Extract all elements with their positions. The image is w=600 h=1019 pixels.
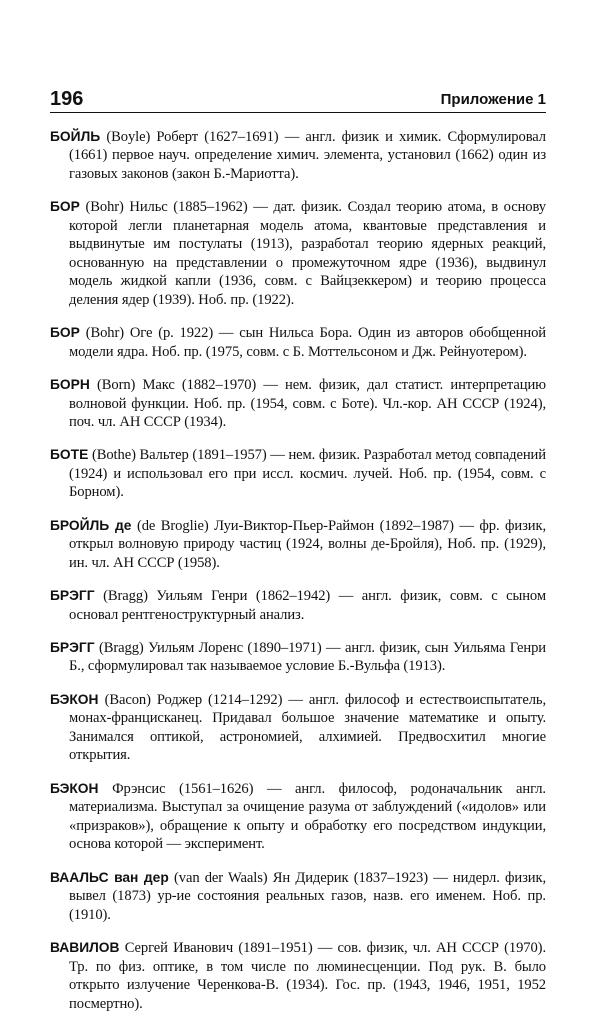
entry-bacon-roger: [50, 691, 546, 765]
entry-bragg-henry: [50, 587, 546, 624]
entry-born: [50, 376, 546, 432]
entry-headword: БЭКОН: [50, 691, 99, 707]
section-title: Приложение 1: [440, 91, 546, 108]
entry-bothe: [50, 446, 546, 502]
page-number: 196: [50, 88, 84, 110]
entry-headword: БОЙЛЬ: [50, 128, 101, 144]
entry-text: (de Broglie) Луи-Виктор-Пьер-Раймон (1892–1987) — фр. физик, открыл волновую природу частиц (1924, волны де-Бройля), Ноб. пр. (1929), ин. чл. АН СССР (1958).: [69, 517, 546, 571]
entry-headword: БОТЕ: [50, 447, 89, 463]
entry-text: (Boyle) Роберт (1627–1691) — англ. физик и химик. Сформулировал (1661) первое науч. определение химич. элемента, установил (1662) один из газовых законов (закон Б.-Мариотта).: [69, 128, 546, 182]
entry-headword: БОР: [50, 325, 80, 341]
entry-headword: БЭКОН: [50, 780, 99, 796]
page: [50, 86, 546, 1019]
entry-vavilov: [50, 939, 546, 1013]
dictionary-entries: [50, 128, 546, 1014]
entry-text: Сергей Иванович (1891–1951) — сов. физик, чл. АН СССР (1970). Тр. по физ. оптике, в том числе по люминесценции. Под рук. В. было открыто излучение Черенкова-В. (1934). Гос. пр. (1943, 1946, 1951, 1952 посмертно).: [69, 939, 546, 1012]
entry-bacon-francis: [50, 780, 546, 854]
entry-de-broglie: [50, 517, 546, 573]
entry-text: (Bacon) Роджер (1214–1292) — англ. философ и естествоиспытатель, монах-францисканец. Придавал большое значение математике и опыту. Занимался оптикой, астрономией, алхимией. Предвосхитил многие открытия.: [69, 691, 546, 764]
entry-boyle: [50, 128, 546, 184]
entry-headword: БРОЙЛЬ де: [50, 517, 132, 533]
entry-headword: БОРН: [50, 376, 90, 392]
entry-van-der-waals: [50, 869, 546, 925]
entry-headword: БОР: [50, 198, 80, 214]
entry-text: (Bragg) Уильям Лоренс (1890–1971) — англ. физик, сын Уильяма Генри Б., сформулировал так называемое условие Б.-Вульфа (1913).: [69, 639, 546, 675]
entry-bohr-niels: [50, 198, 546, 310]
entry-text: (Bothe) Вальтер (1891–1957) — нем. физик. Разработал метод совпадений (1924) и использовал его при иссл. космич. лучей. Ноб. пр. (1954, совм. с Борном).: [69, 447, 546, 501]
entry-bragg-lawrence: [50, 639, 546, 676]
entry-headword: БРЭГГ: [50, 639, 95, 655]
running-header: [50, 86, 546, 113]
entry-text: Фрэнсис (1561–1626) — англ. философ, родоначальник англ. материализма. Выступал за очищение разума от заблуждений («идолов» или «призраков»), обращение к опыту и обработку его посредством индукции, основа которой — эксперимент.: [69, 780, 546, 853]
entry-headword: ВААЛЬС ван дер: [50, 869, 169, 885]
entry-text: (van der Waals) Ян Дидерик (1837–1923) — нидерл. физик, вывел (1873) ур-ие состояния реальных газов, назв. его именем. Ноб. пр. (1910).: [69, 869, 546, 923]
entry-text: (Born) Макс (1882–1970) — нем. физик, дал статист. интерпретацию волновой функции. Ноб. пр. (1954, совм. с Боте). Чл.-кор. АН СССР (1924), поч. чл. АН СССР (1934).: [69, 376, 546, 431]
entry-text: (Bragg) Уильям Генри (1862–1942) — англ. физик, совм. с сыном основал рентгеноструктурный анализ.: [69, 588, 546, 623]
entry-headword: БРЭГГ: [50, 588, 95, 604]
entry-headword: ВАВИЛОВ: [50, 939, 120, 955]
entry-bohr-aage: [50, 324, 546, 361]
entry-text: (Bohr) Нильс (1885–1962) — дат. физик. Создал теорию атома, в основу которой легли планетарная модель атома, квантовые представления и выдвинутые им постулаты (1913), разработал теорию ядерных реакций, основанную на представлении о промежуточном ядре (1936), выдвинул модель жидкой капли (1936, совм. с Вайцзеккером) и теорию процесса деления ядер (1939). Ноб. пр. (1922).: [69, 198, 546, 308]
entry-text: (Bohr) Оге (р. 1922) — сын Нильса Бора. Один из авторов обобщенной модели ядра. Ноб. пр. (1975, совм. с Б. Моттельсоном и Дж. Рейнуотером).: [69, 325, 546, 360]
